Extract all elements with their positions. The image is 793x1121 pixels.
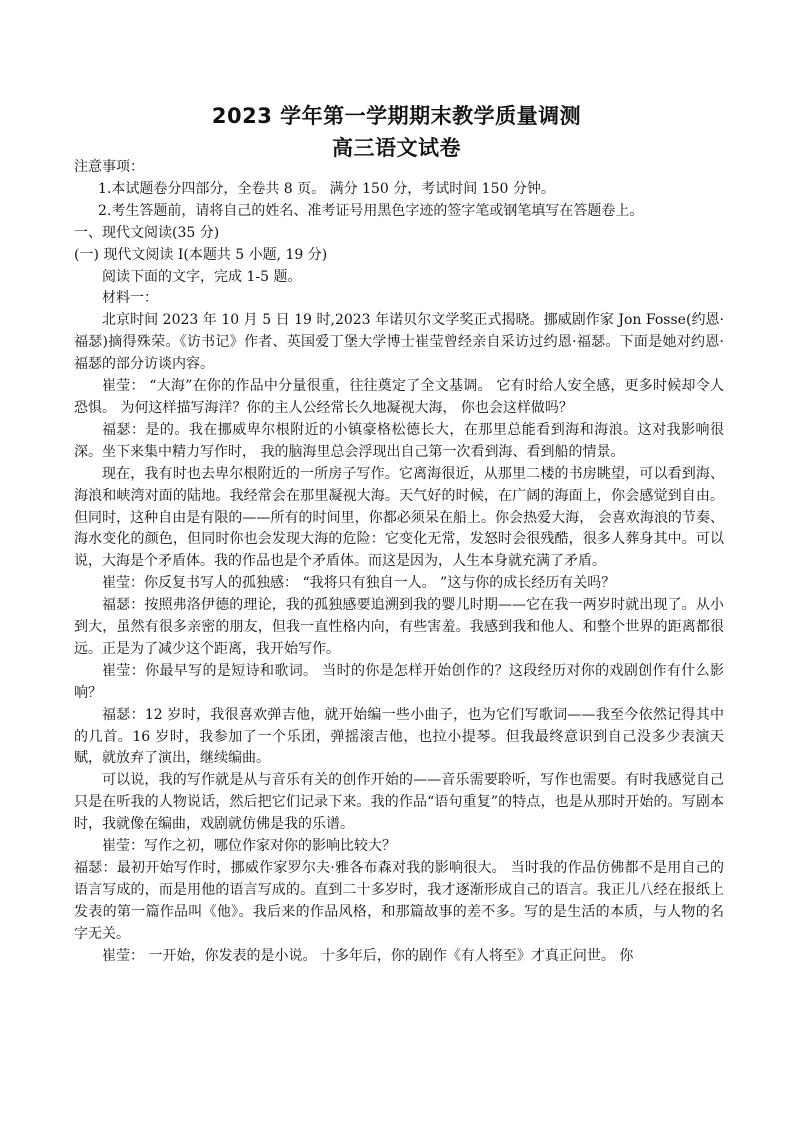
paragraph: 可以说，我的写作就是从与音乐有关的创作开始的——音乐需要聆听，写作也需要。有时我感觉自己只是在听我的人物说话，然后把它们记录下来。我的作品“语句重复”的特点，也是从那时开始的。写剧本时，我就像在编曲，戏剧就仿佛是我的乐谱。 <box>74 772 724 833</box>
reading-instruction: 阅读下面的文字，完成 1-5 题。 <box>102 268 302 285</box>
paragraph: 现在，我有时也去卑尔根附近的一所房子写作。它离海很近，从那里二楼的书房眺望，可以看到海、海浪和峡湾对面的陆地。我经常会在那里凝视大海。天气好的时候，在广阔的海面上，你会感觉到自由。但同时，这种自由是有限的——所有的时间里，你都必须呆在船上。你会热爱大海， 会喜欢海浪的节奏、 海水变化的颜色，但同时你也会发现大海的危险：它变化无常，发怒时会很残酷，很多人葬身其中。可以说，大海是个矛盾体。我的作品也是个矛盾体。而这是因为，人生本身就充满了矛盾。 <box>74 465 724 570</box>
subsection-heading: (一) 现代文阅读 I(本题共 5 小题, 19 分) <box>74 246 328 263</box>
paragraph: 崔莹：写作之初，哪位作家对你的影响比较大？ <box>102 838 396 855</box>
paragraph: 福瑟：是的。我在挪威卑尔根附近的小镇豪格松德长大，在那里总能看到海和海浪。这对我影响很深。坐下来集中精力写作时， 我的脑海里总会浮现出自己第一次看到海、看到船的情景。 <box>74 421 724 460</box>
notice-item: 2.考生答题前，请将自己的姓名、准考证号用黑色字迹的签字笔或钢笔填写在答题卷上。 <box>98 202 644 219</box>
paragraph: 崔莹：你最早写的是短诗和歌词。 当时的你是怎样开始创作的？这段经历对你的戏剧创作有什么影响？ <box>74 662 724 701</box>
notice-heading: 注意事项： <box>74 159 144 175</box>
paragraph: 崔莹：你反复书写人的孤独感： “我将只有独自一人。 ”这与你的成长经历有关吗？ <box>102 575 616 592</box>
paragraph: 北京时间 2023 年 10 月 5 日 19 时,2023 年诺贝尔文学奖正式揭晓。挪威剧作家 Jon Fosse(约恩·福瑟)摘得殊荣。《访书记》作者、英国爱丁堡大学博士崔莹曾经亲自采访过约恩·福瑟。下面是她对约恩·福瑟的部分访谈内容。 <box>74 312 724 373</box>
paragraph: 福瑟：12 岁时，我很喜欢弹吉他，就开始编一些小曲子，也为它们写歌词——我至今依然记得其中的几首。16 岁时，我参加了一个乐团，弹摇滚吉他，也拉小提琴。但我最终意识到自己没多少表演天赋，就放弃了演出，继续编曲。 <box>74 706 724 767</box>
material-label: 材料一： <box>102 290 158 307</box>
paragraph: 崔莹： 一开始，你发表的是小说。 十多年后，你的剧作《有人将至》才真正问世。 你 <box>102 947 634 964</box>
exam-title: 2023 学年第一学期期末教学质量调测 <box>211 104 582 128</box>
paragraph: 崔莹： “大海”在你的作品中分量很重，往往奠定了全文基调。 它有时给人安全感，更多时候却令人恐惧。 为何这样描写海洋？你的主人公经常长久地凝视大海， 你也会这样做吗？ <box>74 378 724 416</box>
exam-subtitle: 高三语文试卷 <box>332 136 461 160</box>
paragraph: 福瑟：按照弗洛伊德的理论，我的孤独感要追溯到我的婴儿时期——它在我一两岁时就出现了。从小到大，虽然有很多亲密的朋友，但我一直性格内向，有些害羞。我感到我和他人、和整个世界的距离都很远。正是为了减少这个距离，我开始写作。 <box>74 597 724 657</box>
paragraph: 福瑟：最初开始写作时，挪威作家罗尔夫·雅各布森对我的影响很大。 当时我的作品仿佛都不是用自己的语言写成的，而是用他的语言写成的。直到二十多岁时，我才逐渐形成自己的语言。我正儿八经在报纸上发表的第一篇作品叫《他》。我后来的作品风格，和那篇故事的差不多。写的是生活的本质，与人物的名字无关。 <box>74 860 724 942</box>
document-body <box>74 157 724 968</box>
notice-item: 1.本试题卷分四部分，全卷共 8 页。 满分 150 分，考试时间 150 分钟。 <box>98 180 555 197</box>
section-heading: 一、现代文阅读(35 分) <box>74 224 220 241</box>
